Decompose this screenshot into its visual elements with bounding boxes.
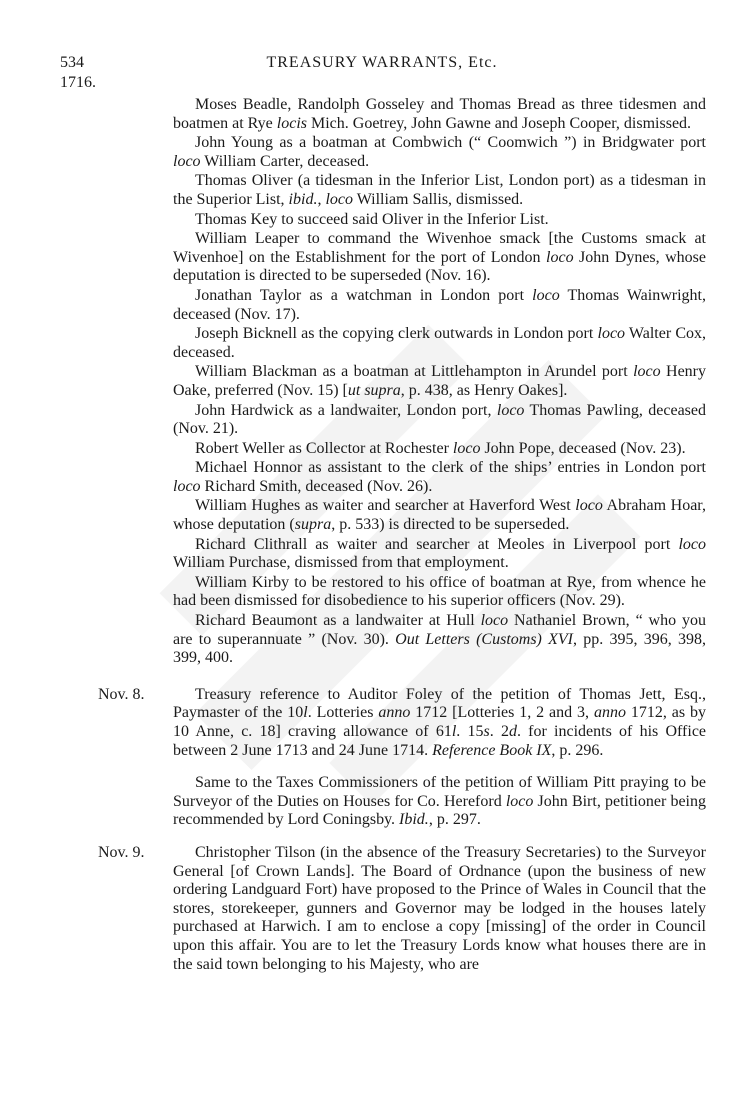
text-segment: William Kirby to be restored to his office of boatman at Rye, from whence he had been dismissed for disobedience to his superior officers (Nov. 29). (173, 573, 706, 610)
italic-text: Reference Book IX (432, 741, 552, 759)
warrant-entry (173, 612, 706, 668)
warrant-entry (173, 96, 706, 133)
italic-text: Out Letters (Customs) XVI (395, 630, 574, 648)
entry-list (173, 96, 706, 668)
dated-entry (98, 774, 706, 830)
italic-text: loco (480, 612, 509, 630)
italic-text: anno (593, 704, 626, 722)
text-segment: John Pope, deceased (Nov. 23). (480, 439, 686, 457)
warrant-entry (173, 363, 706, 400)
text-segment: Thomas Oliver (a tidesman in the Inferior List, London port) as a tidesman in the Superior List, (173, 172, 706, 208)
dated-entry (98, 844, 706, 974)
text-segment: 1712 [Lotteries 1, 2 and 3, (410, 704, 594, 722)
text-segment: . 15 (456, 723, 484, 740)
text-segment: John Birt, petitioner being recommended by Lord Coningsby. (173, 792, 706, 829)
warrant-entry (173, 134, 706, 171)
italic-text: loco (532, 286, 560, 304)
text-segment: Richard Beaumont as a landwaiter at Hull (195, 612, 481, 630)
italic-text: loco (496, 401, 525, 419)
text-segment: , (317, 190, 326, 208)
italic-text: ibid. (288, 190, 318, 208)
italic-text: loco (173, 152, 201, 170)
italic-text: ut supra (347, 381, 401, 399)
text-segment: John Hardwick as a landwaiter, London port, (195, 401, 497, 419)
text-segment: Richard Clithrall as waiter and searcher at Meoles in Liverpool port (195, 535, 679, 553)
text-segment: Walter Cox, deceased. (173, 325, 707, 361)
italic-text: loco (678, 535, 706, 553)
warrant-entry (173, 497, 706, 534)
text-segment: John Dynes, whose deputation is directed to be superseded (Nov. 16). (173, 248, 707, 285)
italic-text: supra (294, 516, 332, 534)
text-segment: , p. 297. (428, 811, 481, 829)
text-segment: Robert Weller as Collector at Rochester (195, 439, 453, 457)
dated-entry-list (98, 685, 707, 974)
italic-text: loco (505, 792, 534, 810)
entry-date: Nov. 8. (98, 685, 145, 703)
warrant-entry (173, 536, 706, 573)
text-segment: , p. 438, as Henry Oakes]. (400, 381, 568, 399)
text-segment: , p. 296. (551, 741, 604, 759)
document-body (98, 96, 707, 975)
running-title: TREASURY WARRANTS, Etc. (266, 54, 498, 71)
italic-text: loco (325, 190, 353, 208)
text-segment: William Carter, deceased. (200, 152, 370, 170)
text-segment: Mich. Goetrey, John Gawne and Joseph Cooper, dismissed. (307, 114, 692, 132)
italic-text: loco (452, 439, 481, 457)
text-segment: , p. 533) is directed to be superseded. (331, 516, 570, 534)
text-segment: 1712, as by 10 Anne, c. 18] craving allowance of 61 (173, 704, 707, 740)
italic-text: Ibid. (399, 811, 429, 829)
warrant-entry (173, 574, 706, 611)
text-segment: John Young as a boatman at Combwich (“ Coomwich ”) in Bridgwater port (195, 134, 706, 152)
text-segment: William Purchase, dismissed from that employment. (173, 554, 509, 572)
warrant-entry (173, 402, 706, 439)
warrant-entry (173, 459, 706, 496)
text-segment: Richard Smith, deceased (Nov. 26). (200, 477, 433, 495)
italic-text: l (451, 723, 457, 740)
italic-text: l (303, 704, 308, 722)
italic-text: anno (378, 704, 411, 722)
warrant-entry (173, 211, 706, 230)
italic-text: loco (597, 325, 626, 343)
warrant-entry (173, 440, 706, 459)
margin-year: 1716. (60, 74, 96, 91)
text-segment: Christopher Tilson (in the absence of the Treasury Secretaries) to the Surveyor General [of Crown Lands]. The Board of Ordnance (upon the business of new ordering Landguard Fort) have proposed to the Prince of Wales in Council that the stores, storekeeper, gunners and Governor may be lodged in the houses lately purchased at Harwich. I am to enclose a copy [missing] of the order in Council upon this affair. You are to let the Treasury Lords know what houses there are in the said town belonging to his Majesty, who are (173, 843, 706, 973)
text-segment: Nathaniel Brown, “ who you are to superannuate ” (Nov. 30). (173, 612, 706, 648)
entry-text (173, 774, 706, 830)
text-segment: . 2 (489, 723, 509, 740)
italic-text: s (483, 723, 490, 740)
entry-text (173, 844, 706, 974)
text-segment: . for incidents of his Office between 2 June 1713 and 24 June 1714. (173, 723, 707, 759)
warrant-entry (173, 230, 706, 286)
text-segment: . Lotteries (307, 704, 379, 722)
page-header (60, 54, 704, 78)
entry-text (173, 686, 706, 760)
text-segment: Treasury reference to Auditor Foley of the petition of Thomas Jett, Esq., Paymaster of the 10 (173, 685, 706, 722)
text-segment: Thomas Key to succeed said Oliver in the Inferior List. (195, 210, 549, 228)
text-segment: William Leaper to command the Wivenhoe smack [the Customs smack at Wivenhoe] on the Establishment for the port of London (173, 230, 706, 266)
text-segment: Henry Oake, preferred (Nov. 15) [ (173, 363, 707, 399)
page-number: 534 (60, 54, 84, 71)
warrant-entry (173, 172, 706, 209)
text-segment: Same to the Taxes Commissioners of the petition of William Pitt praying to be Surveyor of the Duties on Houses for Co. Hereford (173, 774, 706, 810)
text-segment: Jonathan Taylor as a watchman in London port (195, 286, 533, 304)
italic-text: loco (173, 477, 201, 495)
text-segment: Joseph Bicknell as the copying clerk outwards in London port (195, 325, 598, 343)
warrant-entry (173, 325, 706, 362)
text-segment: , pp. 395, 396, 398, 399, 400. (173, 630, 707, 667)
text-segment: Abraham Hoar, whose deputation ( (173, 497, 706, 534)
text-segment: William Sallis, dismissed. (352, 190, 524, 208)
text-segment: William Blackman as a boatman at Littlehampton in Arundel port (195, 363, 634, 381)
italic-text: locis (276, 114, 307, 132)
text-segment: William Hughes as waiter and searcher at Haverford West (195, 497, 576, 515)
italic-text: loco (546, 248, 574, 266)
entry-date: Nov. 9. (98, 843, 145, 861)
text-segment: Moses Beadle, Randolph Gosseley and Thomas Bread as three tidesmen and boatmen at Rye (173, 96, 706, 132)
text-segment: Thomas Wainwright, deceased (Nov. 17). (173, 286, 707, 323)
text-segment: Thomas Pawling, deceased (Nov. 21). (173, 401, 707, 438)
italic-text: d (508, 723, 517, 740)
dated-entry (98, 686, 706, 760)
italic-text: loco (633, 363, 661, 381)
text-segment: Michael Honnor as assistant to the clerk of the ships’ entries in London port (195, 459, 706, 477)
italic-text: loco (575, 497, 603, 515)
warrant-entry (173, 287, 706, 324)
